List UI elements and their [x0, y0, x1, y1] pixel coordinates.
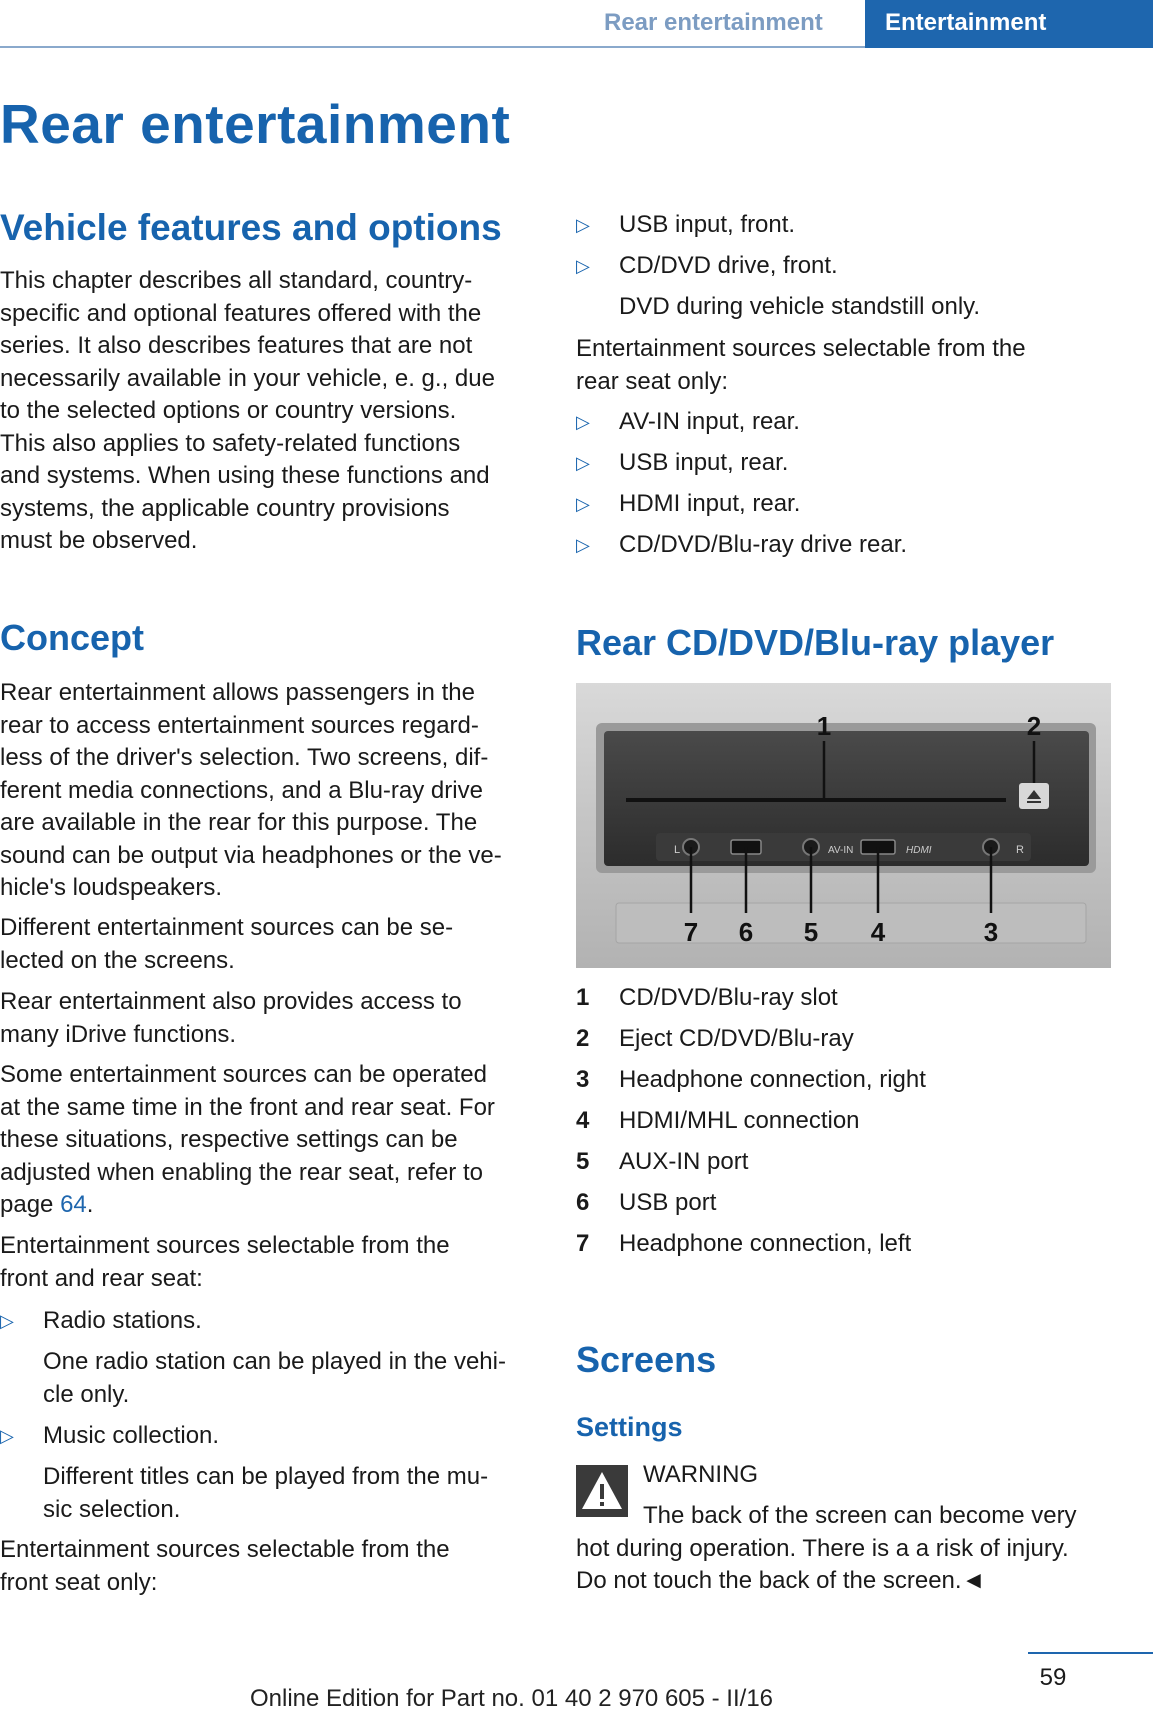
- callout-6: 6: [738, 917, 754, 947]
- front-only-intro: Entertainment sources selectable from the front seat only:: [0, 1536, 450, 1596]
- callout-5: 5: [803, 917, 819, 947]
- concept-paragraph-1: Rear entertainment allows passengers in the rear to access entertainment sources regard‐ less of the driver's selection. Two screens, dif‐ ferent media connections, and a Blu-ray drive are available in the rear for this purpose. The sound can be output via headphones or the ve‐ hicle's loudspeakers.: [0, 679, 502, 901]
- list-item-detail: One radio station can be played in the vehi‐ cle only.: [43, 1348, 506, 1408]
- rear-only-intro: Entertainment sources selectable from the rear seat only:: [576, 335, 1026, 395]
- header-section-tab[interactable]: Rear entertainment: [604, 9, 823, 36]
- settings-heading: Settings: [576, 1412, 683, 1442]
- bullet-triangle-icon: ▷: [576, 215, 590, 235]
- callout-4: 4: [870, 917, 886, 947]
- legend-item: 5 AUX-IN port: [576, 1148, 749, 1175]
- legend-item: 6 USB port: [576, 1189, 717, 1216]
- page-title: Rear entertainment: [0, 93, 511, 155]
- legend-item: 3 Headphone connection, right: [576, 1066, 926, 1093]
- concept-paragraph-2: Different entertainment sources can be se‐ lected on the screens.: [0, 914, 454, 974]
- footer-edition: Online Edition for Part no. 01 40 2 970 605 - II/16: [250, 1685, 774, 1712]
- front-rear-intro: Entertainment sources selectable from the front and rear seat:: [0, 1232, 450, 1292]
- callout-2: 2: [1026, 711, 1042, 741]
- legend-item: 4 HDMI/MHL connection: [576, 1107, 860, 1134]
- player-heading: Rear CD/DVD/Blu-ray player: [576, 622, 1055, 663]
- page-number: 59: [1039, 1664, 1067, 1691]
- legend-item: 7 Headphone connection, left: [576, 1230, 912, 1257]
- warning-text: The back of the screen can become very hot during operation. There is a a risk of injury. Do not touch the back of the screen.◄: [576, 1502, 1077, 1594]
- list-item-detail: DVD during vehicle standstill only.: [619, 293, 981, 320]
- concept-heading: Concept: [0, 617, 144, 658]
- figure-label-av-in: AV-IN: [828, 845, 854, 856]
- bullet-triangle-icon: ▷: [0, 1311, 14, 1331]
- footer-rule: [1028, 1652, 1153, 1654]
- bullet-triangle-icon: ▷: [576, 535, 590, 555]
- bullet-triangle-icon: ▷: [576, 494, 590, 514]
- figure-label-r: R: [1016, 844, 1024, 856]
- player-photo: [576, 683, 1111, 968]
- concept-paragraph-4: Some entertainment sources can be operated at the same time in the front and rear seat. For these situations, respective settings can be adjusted when enabling the rear seat, refer to page 64.: [0, 1061, 495, 1218]
- concept-paragraph-3: Rear entertainment also provides access to many iDrive functions.: [0, 988, 462, 1048]
- callout-3: 3: [983, 917, 999, 947]
- header-chapter-tab[interactable]: Entertainment: [865, 0, 1153, 48]
- page-64-link[interactable]: 64: [60, 1191, 87, 1218]
- vehicle-features-text: This chapter describes all standard, country‐ specific and optional features offered with the series. It also describes features that are not necessarily available in your vehicle, e. g., due to the selected options or country versions. This also applies to safety-related functions and systems. When using these functions and systems, the applicable country provisions must be observed.: [0, 267, 495, 554]
- screens-heading: Screens: [576, 1339, 717, 1380]
- bullet-triangle-icon: ▷: [0, 1426, 14, 1446]
- vehicle-features-heading: Vehicle features and options: [0, 207, 502, 248]
- legend-item: 2 Eject CD/DVD/Blu-ray: [576, 1025, 854, 1052]
- figure-label-hdmi: HDMI: [906, 845, 932, 856]
- list-item-detail: Different titles can be played from the mu‐ sic selection.: [43, 1463, 489, 1523]
- warning-title: WARNING: [643, 1461, 759, 1488]
- legend-item: 1 CD/DVD/Blu-ray slot: [576, 984, 838, 1011]
- bullet-triangle-icon: ▷: [576, 256, 590, 276]
- callout-7: 7: [683, 917, 699, 947]
- callout-1: 1: [816, 711, 832, 741]
- figure-label-l: L: [674, 844, 681, 856]
- bullet-triangle-icon: ▷: [576, 412, 590, 432]
- bullet-triangle-icon: ▷: [576, 453, 590, 473]
